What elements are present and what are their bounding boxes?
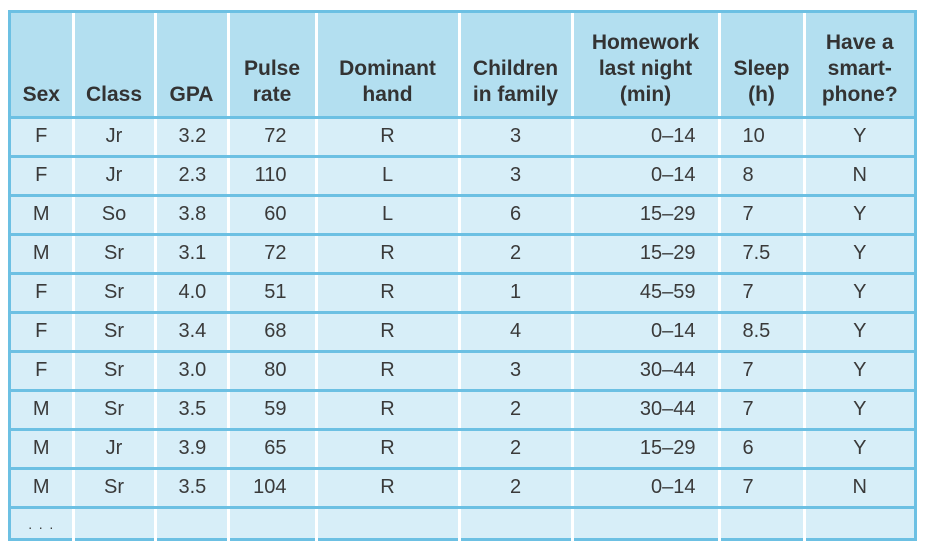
cell-sleep: 7 (719, 273, 804, 312)
table-row (11, 156, 914, 195)
cell-sex: F (11, 117, 73, 156)
cell-class: Jr (73, 117, 155, 156)
cell-gpa: 3.0 (155, 351, 228, 390)
cell-smartphone: Y (804, 351, 914, 390)
cell-sex: M (11, 429, 73, 468)
cell-pulse-rate: 72 (228, 234, 316, 273)
cell-dominant-hand: L (316, 195, 459, 234)
cell-smartphone: N (804, 468, 914, 507)
cell-smartphone: Y (804, 429, 914, 468)
cell-dominant-hand: L (316, 156, 459, 195)
cell-smartphone: Y (804, 117, 914, 156)
cell-sex: M (11, 468, 73, 507)
cell-children: 3 (459, 117, 572, 156)
table-row (11, 351, 914, 390)
cell-gpa: 3.5 (155, 468, 228, 507)
student-data-table (11, 13, 914, 545)
cell-dominant-hand: R (316, 273, 459, 312)
empty-cell (719, 507, 804, 545)
table-row (11, 195, 914, 234)
student-data-table-frame (8, 10, 917, 541)
table-row (11, 468, 914, 507)
cell-sex: F (11, 273, 73, 312)
cell-sleep: 7 (719, 351, 804, 390)
cell-class: Jr (73, 429, 155, 468)
cell-gpa: 4.0 (155, 273, 228, 312)
empty-cell (804, 507, 914, 545)
empty-cell (155, 507, 228, 545)
cell-homework: 0–14 (572, 468, 719, 507)
cell-sleep: 8.5 (719, 312, 804, 351)
cell-smartphone: Y (804, 312, 914, 351)
cell-homework: 15–29 (572, 195, 719, 234)
cell-children: 2 (459, 390, 572, 429)
cell-pulse-rate: 80 (228, 351, 316, 390)
cell-sleep: 6 (719, 429, 804, 468)
cell-gpa: 3.5 (155, 390, 228, 429)
empty-cell (459, 507, 572, 545)
cell-pulse-rate: 72 (228, 117, 316, 156)
cell-class: Sr (73, 312, 155, 351)
empty-cell (228, 507, 316, 545)
header-class: Class (73, 13, 155, 117)
cell-homework: 30–44 (572, 390, 719, 429)
cell-class: Sr (73, 351, 155, 390)
cell-homework: 0–14 (572, 117, 719, 156)
cell-smartphone: Y (804, 234, 914, 273)
table-row (11, 390, 914, 429)
cell-sleep: 7 (719, 468, 804, 507)
empty-cell (316, 507, 459, 545)
cell-dominant-hand: R (316, 468, 459, 507)
cell-class: Sr (73, 390, 155, 429)
cell-dominant-hand: R (316, 312, 459, 351)
cell-dominant-hand: R (316, 429, 459, 468)
cell-gpa: 3.9 (155, 429, 228, 468)
header-children-in-family: Children in family (459, 13, 572, 117)
cell-homework: 0–14 (572, 312, 719, 351)
cell-pulse-rate: 65 (228, 429, 316, 468)
table-row-continuation (11, 507, 914, 545)
cell-sex: M (11, 195, 73, 234)
cell-sleep: 10 (719, 117, 804, 156)
header-sleep: Sleep (h) (719, 13, 804, 117)
cell-homework: 15–29 (572, 234, 719, 273)
cell-class: Sr (73, 273, 155, 312)
cell-dominant-hand: R (316, 390, 459, 429)
cell-homework: 45–59 (572, 273, 719, 312)
cell-sleep: 7.5 (719, 234, 804, 273)
empty-cell (73, 507, 155, 545)
cell-sex: M (11, 390, 73, 429)
cell-pulse-rate: 68 (228, 312, 316, 351)
cell-gpa: 2.3 (155, 156, 228, 195)
cell-dominant-hand: R (316, 351, 459, 390)
cell-homework: 30–44 (572, 351, 719, 390)
header-smartphone: Have a smart- phone? (804, 13, 914, 117)
header-dominant-hand: Dominant hand (316, 13, 459, 117)
table-row (11, 234, 914, 273)
cell-children: 6 (459, 195, 572, 234)
cell-sex: M (11, 234, 73, 273)
header-gpa: GPA (155, 13, 228, 117)
cell-sex: F (11, 312, 73, 351)
cell-children: 1 (459, 273, 572, 312)
cell-class: Sr (73, 468, 155, 507)
cell-children: 2 (459, 429, 572, 468)
table-row (11, 117, 914, 156)
header-homework: Homework last night (min) (572, 13, 719, 117)
cell-sleep: 7 (719, 390, 804, 429)
cell-sleep: 8 (719, 156, 804, 195)
header-sex: Sex (11, 13, 73, 117)
continuation-ellipsis: · · · (11, 507, 73, 545)
cell-class: So (73, 195, 155, 234)
table-header-row (11, 13, 914, 117)
cell-children: 3 (459, 156, 572, 195)
cell-homework: 0–14 (572, 156, 719, 195)
cell-smartphone: Y (804, 195, 914, 234)
cell-pulse-rate: 110 (228, 156, 316, 195)
cell-smartphone: Y (804, 273, 914, 312)
cell-dominant-hand: R (316, 234, 459, 273)
header-pulse-rate: Pulse rate (228, 13, 316, 117)
cell-sex: F (11, 156, 73, 195)
cell-dominant-hand: R (316, 117, 459, 156)
cell-pulse-rate: 51 (228, 273, 316, 312)
cell-gpa: 3.8 (155, 195, 228, 234)
cell-sex: F (11, 351, 73, 390)
cell-class: Sr (73, 234, 155, 273)
cell-sleep: 7 (719, 195, 804, 234)
cell-smartphone: Y (804, 390, 914, 429)
cell-children: 2 (459, 468, 572, 507)
cell-children: 4 (459, 312, 572, 351)
cell-pulse-rate: 60 (228, 195, 316, 234)
cell-children: 3 (459, 351, 572, 390)
cell-pulse-rate: 59 (228, 390, 316, 429)
cell-class: Jr (73, 156, 155, 195)
cell-pulse-rate: 104 (228, 468, 316, 507)
cell-homework: 15–29 (572, 429, 719, 468)
cell-gpa: 3.4 (155, 312, 228, 351)
table-row (11, 312, 914, 351)
empty-cell (572, 507, 719, 545)
table-row (11, 273, 914, 312)
table-row (11, 429, 914, 468)
cell-gpa: 3.1 (155, 234, 228, 273)
cell-gpa: 3.2 (155, 117, 228, 156)
cell-smartphone: N (804, 156, 914, 195)
cell-children: 2 (459, 234, 572, 273)
